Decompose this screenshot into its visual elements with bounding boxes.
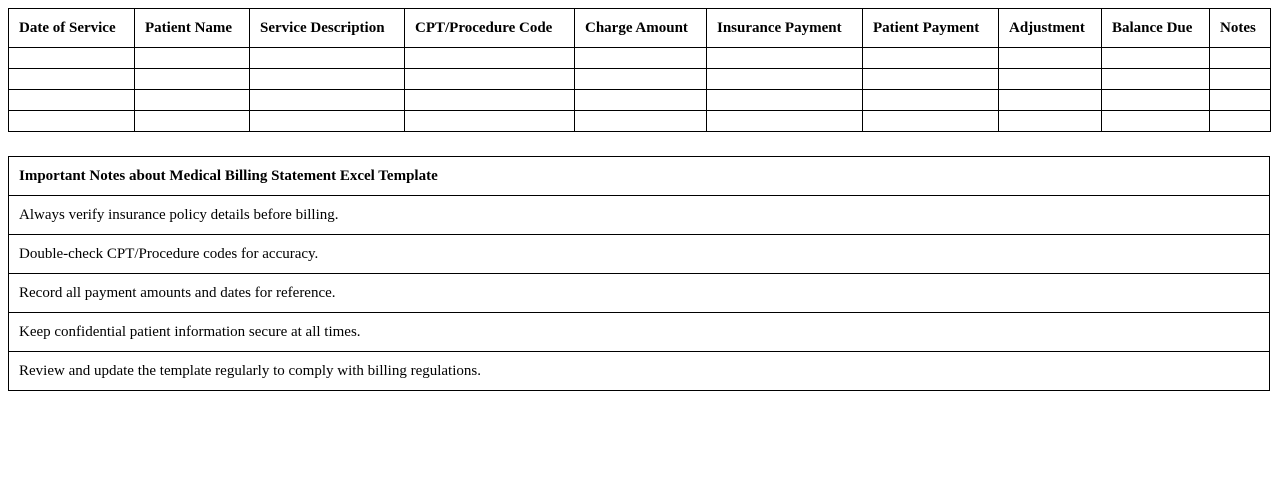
table-cell[interactable]	[1102, 69, 1210, 90]
table-cell[interactable]	[405, 48, 575, 69]
header-patient-name: Patient Name	[135, 9, 250, 48]
table-cell[interactable]	[1102, 48, 1210, 69]
page	[8, 8, 1270, 391]
notes-heading: Important Notes about Medical Billing Statement Excel Template	[9, 157, 1270, 196]
note-text: Review and update the template regularly to comply with billing regulations.	[9, 352, 1270, 391]
header-balance-due: Balance Due	[1102, 9, 1210, 48]
header-adjustment: Adjustment	[999, 9, 1102, 48]
table-cell[interactable]	[405, 90, 575, 111]
table-cell[interactable]	[9, 90, 135, 111]
table-cell[interactable]	[999, 90, 1102, 111]
note-text: Double-check CPT/Procedure codes for accuracy.	[9, 235, 1270, 274]
header-row	[9, 9, 1271, 48]
table-cell[interactable]	[250, 48, 405, 69]
table-cell[interactable]	[707, 111, 863, 132]
note-text: Keep confidential patient information secure at all times.	[9, 313, 1270, 352]
header-charge-amount: Charge Amount	[575, 9, 707, 48]
table-cell[interactable]	[1210, 48, 1271, 69]
table-cell[interactable]	[707, 69, 863, 90]
table-cell[interactable]	[999, 69, 1102, 90]
table-row	[9, 111, 1271, 132]
header-date-of-service: Date of Service	[9, 9, 135, 48]
table-cell[interactable]	[250, 90, 405, 111]
table-cell[interactable]	[1210, 90, 1271, 111]
table-cell[interactable]	[999, 48, 1102, 69]
list-item	[9, 313, 1270, 352]
table-cell[interactable]	[250, 69, 405, 90]
list-item	[9, 274, 1270, 313]
table-row	[9, 69, 1271, 90]
table-cell[interactable]	[405, 111, 575, 132]
table-cell[interactable]	[863, 48, 999, 69]
header-service-description: Service Description	[250, 9, 405, 48]
table-cell[interactable]	[575, 69, 707, 90]
table-row	[9, 48, 1271, 69]
table-cell[interactable]	[9, 69, 135, 90]
table-cell[interactable]	[999, 111, 1102, 132]
table-cell[interactable]	[575, 90, 707, 111]
table-cell[interactable]	[135, 90, 250, 111]
header-patient-payment: Patient Payment	[863, 9, 999, 48]
table-cell[interactable]	[707, 90, 863, 111]
table-cell[interactable]	[863, 90, 999, 111]
table-cell[interactable]	[405, 69, 575, 90]
billing-statement-table	[8, 8, 1271, 132]
table-cell[interactable]	[9, 48, 135, 69]
table-cell[interactable]	[1210, 111, 1271, 132]
table-cell[interactable]	[575, 48, 707, 69]
table-cell[interactable]	[9, 111, 135, 132]
table-cell[interactable]	[1102, 111, 1210, 132]
table-cell[interactable]	[135, 48, 250, 69]
list-item	[9, 352, 1270, 391]
note-text: Always verify insurance policy details before billing.	[9, 196, 1270, 235]
table-cell[interactable]	[1102, 90, 1210, 111]
table-cell[interactable]	[135, 111, 250, 132]
header-notes: Notes	[1210, 9, 1271, 48]
note-text: Record all payment amounts and dates for reference.	[9, 274, 1270, 313]
table-cell[interactable]	[863, 69, 999, 90]
table-cell[interactable]	[863, 111, 999, 132]
table-cell[interactable]	[250, 111, 405, 132]
list-item	[9, 235, 1270, 274]
header-insurance-payment: Insurance Payment	[707, 9, 863, 48]
important-notes-table	[8, 156, 1270, 391]
list-item	[9, 196, 1270, 235]
table-cell[interactable]	[1210, 69, 1271, 90]
notes-heading-row	[9, 157, 1270, 196]
table-cell[interactable]	[707, 48, 863, 69]
table-row	[9, 90, 1271, 111]
table-cell[interactable]	[135, 69, 250, 90]
header-cpt-procedure-code: CPT/Procedure Code	[405, 9, 575, 48]
table-cell[interactable]	[575, 111, 707, 132]
